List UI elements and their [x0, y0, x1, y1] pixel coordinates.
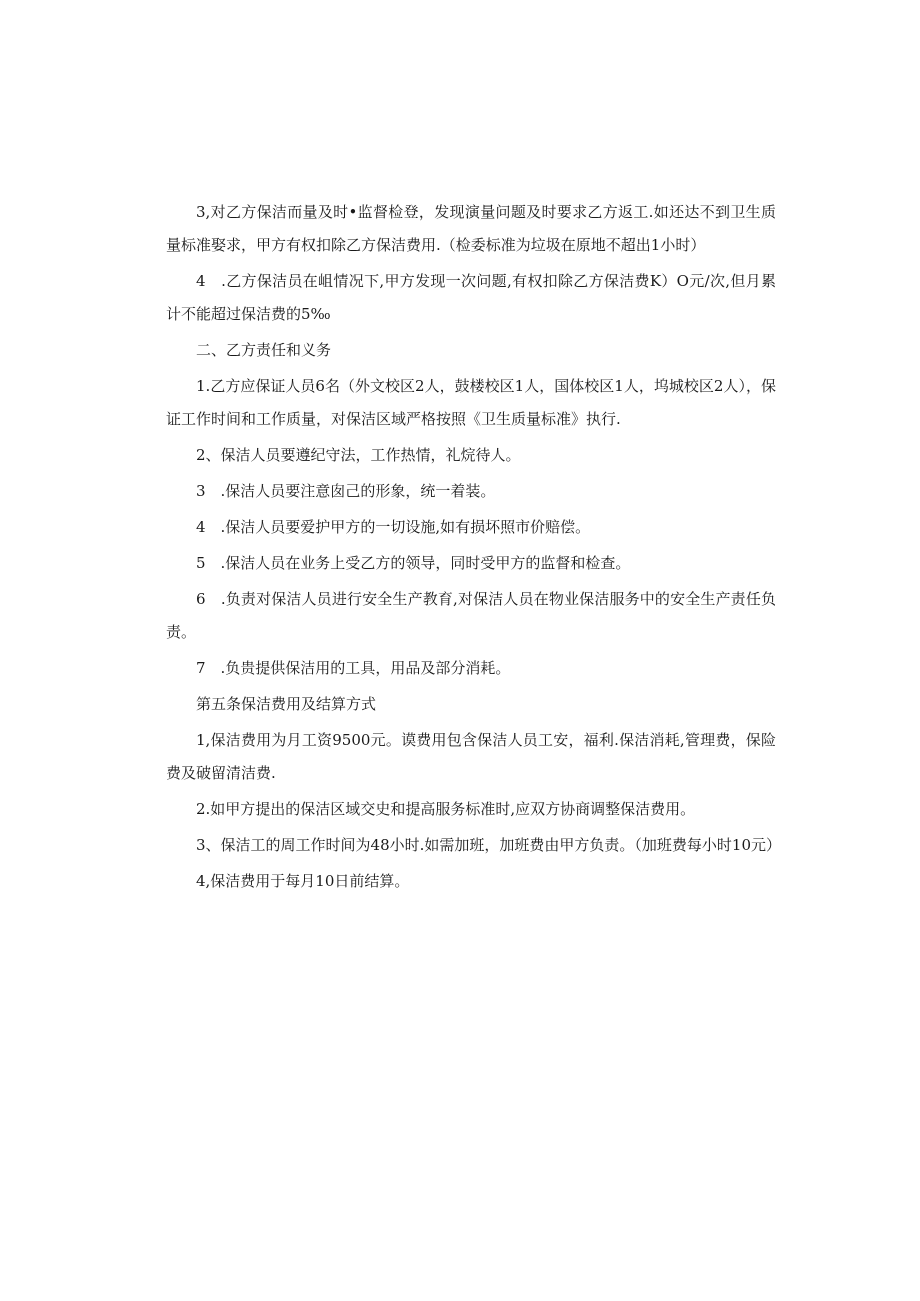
clause-paragraph-supervision: 5 .保洁人员在业务上受乙方的领导，同时受甲方的监督和检查。: [196, 554, 631, 572]
clause-paragraph-tools: 7 .负贵提供保洁用的工具，用品及部分消耗。: [196, 659, 511, 677]
clause-paragraph-inspection: 3,对乙方保洁而量及时•监督检登，发现演量问题及时要求乙方返工.如还达不到卫生质量标准娶求，甲方有权扣除乙方保洁费用.（检委标准为垃圾在原地不超出1小时）: [166, 203, 776, 254]
clause-paragraph-settlement: 4,保洁费用于每月10日前结算。: [196, 872, 410, 890]
clause-paragraph-overtime: 3、保洁工的周工作时间为48小时.如需加班，加班费由甲方负责。（加班费每小时10元）: [196, 836, 781, 854]
document-body: [166, 196, 781, 901]
section-heading-party-b-duties: 二、乙方责任和义务: [196, 341, 332, 359]
clause-paragraph-fee-adjustment: 2.如甲方提出的保洁区域交史和提高服务标准时,应双方协商调整保洁费用。: [196, 800, 696, 818]
clause-paragraph-conduct: 2、保洁人员要遵纪守法，工作热情，礼烷待人。: [196, 446, 521, 464]
clause-paragraph-facilities: 4 .保洁人员要爱护甲方的一切设施,如有损坏照市价赔偿。: [196, 518, 591, 536]
clause-paragraph-staffing: 1.乙方应保证人员6名（外文校区2人，鼓楼校区1人，国体校区1人，坞城校区2人），保证工作时间和工作质量，对保洁区域严格按照《卫生质量标准》执行.: [166, 377, 776, 428]
clause-paragraph-monthly-fee: 1,保洁费用为月工资9500元。谟费用包含保洁人员工安，福利.保洁消耗,管理费，保险费及破留清洁费.: [166, 731, 776, 782]
article-heading-fees: 第五条保洁费用及结算方式: [196, 695, 377, 713]
clause-paragraph-deduction: 4 .乙方保洁员在岨情况下,甲方发现一次问题,有权扣除乙方保洁费K）O元/次,但月累计不能超过保洁费的5‰: [166, 272, 776, 323]
clause-paragraph-safety: 6 .负责对保洁人员进行安全生产教育,对保洁人员在物业保洁服务中的安全生产责任负责。: [166, 590, 776, 641]
clause-paragraph-appearance: 3 .保洁人员要注意囱己的形象，统一着装。: [196, 482, 496, 500]
